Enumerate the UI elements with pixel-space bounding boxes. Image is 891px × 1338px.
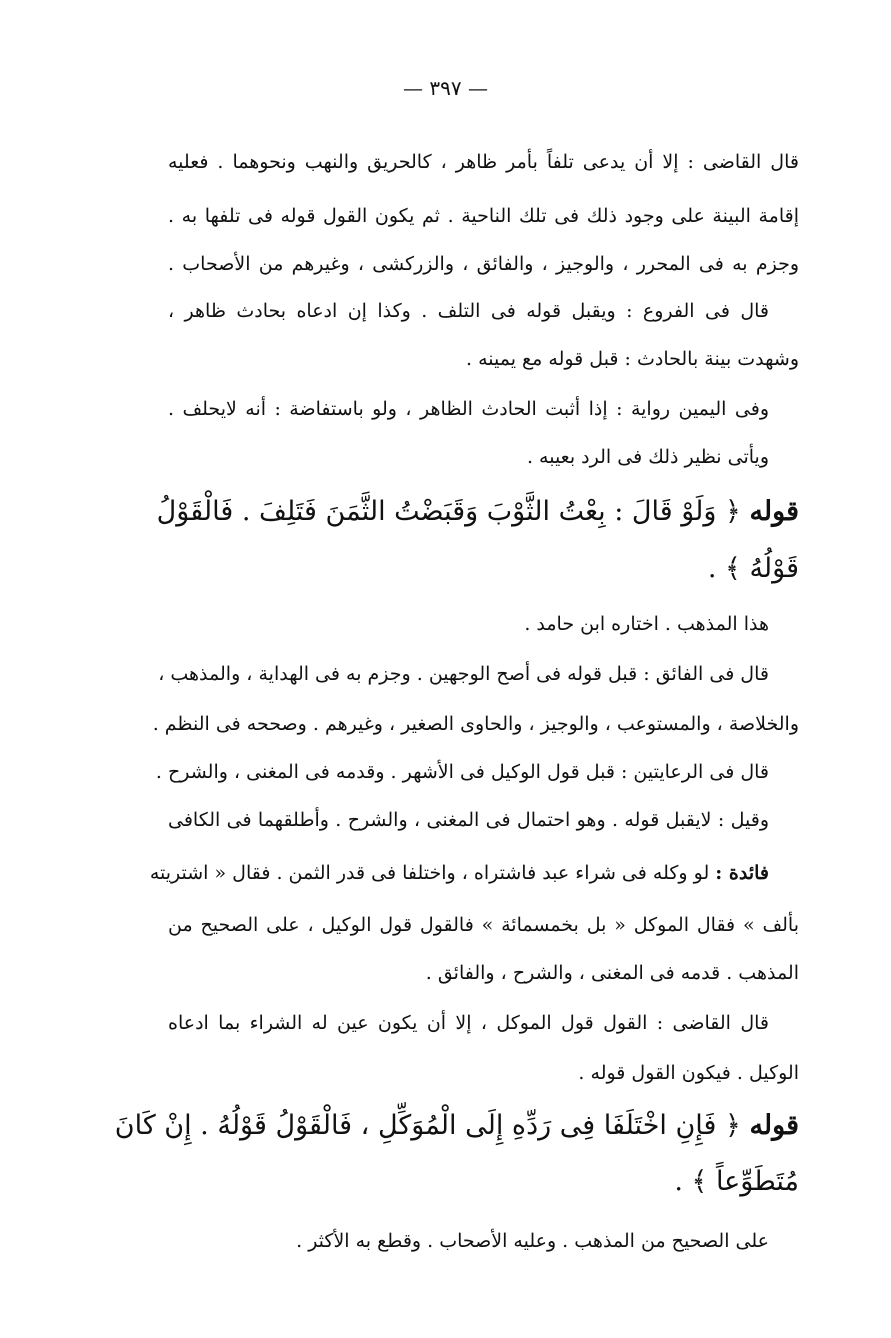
line-text: وفى اليمين رواية : إذا أثبت الحادث الظاهر ، ولو باستفاضة : أنه لايحلف . — [168, 398, 769, 420]
text-line — [168, 394, 769, 426]
quoted-heading-line — [168, 547, 799, 593]
line-text: ﴿ فَإِنِ اخْتَلَفَا فِى رَدِّهِ إِلَى الْمُوَكِّلِ ، فَالْقَوْلُ قَوْلُهُ . إِنْ كَانَ — [114, 1110, 741, 1141]
text-line — [168, 609, 769, 641]
text-line — [168, 344, 799, 376]
text-line — [168, 249, 799, 281]
line-text: قَوْلُهُ ﴾ . — [707, 553, 799, 584]
line-text: وقيل : لايقبل قوله . وهو احتمال فى المغنى ، والشرح . وأطلقهما فى الكافى — [168, 809, 769, 831]
line-text: وشهدت بينة بالحادث : قبل قوله مع يمينه . — [466, 348, 799, 370]
text-line — [168, 442, 769, 474]
line-text: مُتَطَوِّعاً ﴾ . — [674, 1166, 799, 1197]
text-line — [168, 1008, 769, 1040]
line-text: والخلاصة ، والمستوعب ، والوجيز ، والحاوى الصغير ، وغيرهم . وصححه فى النظم . — [152, 713, 799, 735]
line-text: قال فى الفائق : قبل قوله فى أصح الوجهين . وجزم به فى الهداية ، والمذهب ، — [158, 663, 769, 685]
text-line — [168, 958, 799, 990]
line-text: المذهب . قدمه فى المغنى ، والشرح ، والفائق . — [425, 962, 799, 984]
text-line — [158, 659, 769, 691]
line-text: قال القاضى : القول قول الموكل ، إلا أن يكون عين له الشراء بما ادعاه — [168, 1012, 769, 1034]
note-lead: فائدة : — [715, 862, 769, 884]
heading-lead: قوله — [749, 496, 799, 527]
text-line — [168, 147, 799, 179]
line-text: قال القاضى : إلا أن يدعى تلفاً بأمر ظاهر ، كالحريق والنهب ونحوهما . فعليه — [168, 151, 799, 173]
page-number: — ٣٩٧ — — [403, 76, 488, 100]
text-line — [168, 1226, 769, 1258]
line-text: ويأتى نظير ذلك فى الرد بعيبه . — [526, 446, 769, 468]
text-line — [149, 858, 769, 890]
text-line — [168, 805, 769, 837]
text-line — [168, 1058, 799, 1090]
line-text: قال فى الفروع : ويقبل قوله فى التلف . وكذا إن ادعاه بحادث ظاهر ، — [168, 300, 769, 322]
line-text: الوكيل . فيكون القول قوله . — [578, 1062, 799, 1084]
line-text: بألف » فقال الموكل « بل بخمسمائة » فالقول قول الوكيل ، على الصحيح من — [168, 914, 799, 936]
line-text: إقامة البينة على وجود ذلك فى تلك الناحية . ثم يكون القول قوله فى تلفها به . — [168, 205, 799, 227]
line-text: لو وكله فى شراء عبد فاشتراه ، واختلفا فى قدر الثمن . فقال « اشتريته — [149, 862, 710, 884]
line-text: قال فى الرعايتين : قبل قول الوكيل فى الأشهر . وقدمه فى المغنى ، والشرح . — [155, 761, 769, 783]
quoted-heading-line — [114, 1104, 799, 1150]
line-text: وجزم به فى المحرر ، والوجيز ، والفائق ، والزركشى ، وغيرهم من الأصحاب . — [168, 253, 799, 275]
text-line — [168, 201, 799, 233]
heading-lead: قوله — [749, 1110, 799, 1141]
line-text: هذا المذهب . اختاره ابن حامد . — [524, 613, 769, 635]
quoted-heading-line — [156, 490, 799, 536]
line-text: ﴿ وَلَوْ قَالَ : بِعْتُ الثَّوْبَ وَقَبَضْتُ الثَّمَنَ فَتَلِفَ . فَالْقَوْلُ — [156, 496, 741, 527]
line-text: على الصحيح من المذهب . وعليه الأصحاب . وقطع به الأكثر . — [296, 1230, 769, 1252]
text-line — [168, 296, 769, 328]
text-line — [168, 910, 799, 942]
quoted-heading-line — [168, 1160, 799, 1206]
text-line — [152, 709, 799, 741]
text-line — [155, 757, 769, 789]
